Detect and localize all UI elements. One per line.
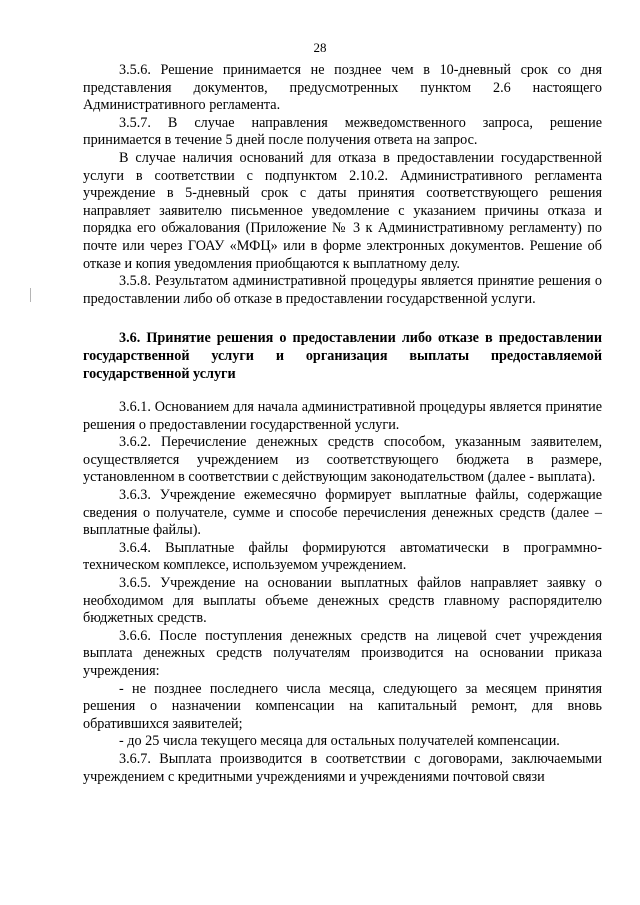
paragraph-3-6-3: 3.6.3. Учреждение ежемесячно формирует выплатные файлы, содержащие сведения о получателе, сумме и способе перечисления денежных средств (далее – выплатные файлы). [83, 487, 602, 539]
paragraph-3-6-1: 3.6.1. Основанием для начала административной процедуры является принятие решения о предоставлении государственной услуги. [83, 399, 602, 433]
paragraph-3-5-7: 3.5.7. В случае направления межведомственного запроса, решение принимается в течение 5 дней после получения ответа на запрос. [83, 114, 602, 149]
list-item-other-recipients: - до 25 числа текущего месяца для остальных получателей компенсации. [119, 733, 560, 750]
paragraph-3-6-5: 3.6.5. Учреждение на основании выплатных файлов направляет заявку о необходимом для выплаты объеме денежных средств главному распорядителю бюджетных средств. [83, 575, 602, 627]
document-body [83, 62, 602, 786]
page-number: 28 [313, 40, 327, 55]
paragraph-3-6-2: 3.6.2. Перечисление денежных средств способом, указанным заявителем, осуществляется учреждением из соответствующего бюджета в размере, установленном в соответствии с действующим законодательством (далее - выплата). [83, 434, 602, 486]
section-gap [83, 308, 602, 324]
paragraph-3-6-7: 3.6.7. Выплата производится в соответствии с договорами, заключаемыми учреждением с кредитными учреждениями и учреждениями почтовой связи [83, 750, 602, 785]
list-item-new-applicants: - не позднее последнего числа месяца, следующего за месяцем принятия решения о назначении компенсации на капитальный ремонт, для вновь обратившихся заявителей; [83, 680, 602, 732]
paragraph-3-6-4: 3.6.4. Выплатные файлы формируются автоматически в программно-техническом комплексе, используемом учреждением. [83, 539, 602, 574]
margin-mark [30, 288, 31, 302]
heading-gap [83, 383, 602, 399]
paragraph-3-5-8: 3.5.8. Результатом административной процедуры является принятие решения о предоставлении либо об отказе в предоставлении государственной услуги. [83, 273, 602, 307]
paragraph-3-6-6: 3.6.6. После поступления денежных средств на лицевой счет учреждения выплата денежных средств получателям производится на основании приказа учреждения: [83, 627, 602, 679]
section-heading-3-6: 3.6. Принятие решения о предоставлении либо отказе в предоставлении государственной услуги и организация выплаты предоставляемой государственной услуги [83, 330, 602, 382]
paragraph-refusal: В случае наличия оснований для отказа в предоставлении государственной услуги в соответствии с подпунктом 2.10.2. Административного регламента учреждение в 5-дневный срок с даты принятия соответствующего решения направляет заявителю письменное уведомление с указанием причины отказа и порядка его обжалования (Приложение № 3 к Административному регламенту) по почте или через ГОАУ «МФЦ» или в форме электронных документов. Решение об отказе и копия уведомления приобщаются к выплатному делу. [83, 149, 602, 272]
paragraph-3-5-6: 3.5.6. Решение принимается не позднее чем в 10-дневный срок со дня представления документов, предусмотренных пунктом 2.6 настоящего Административного регламента. [83, 62, 602, 114]
